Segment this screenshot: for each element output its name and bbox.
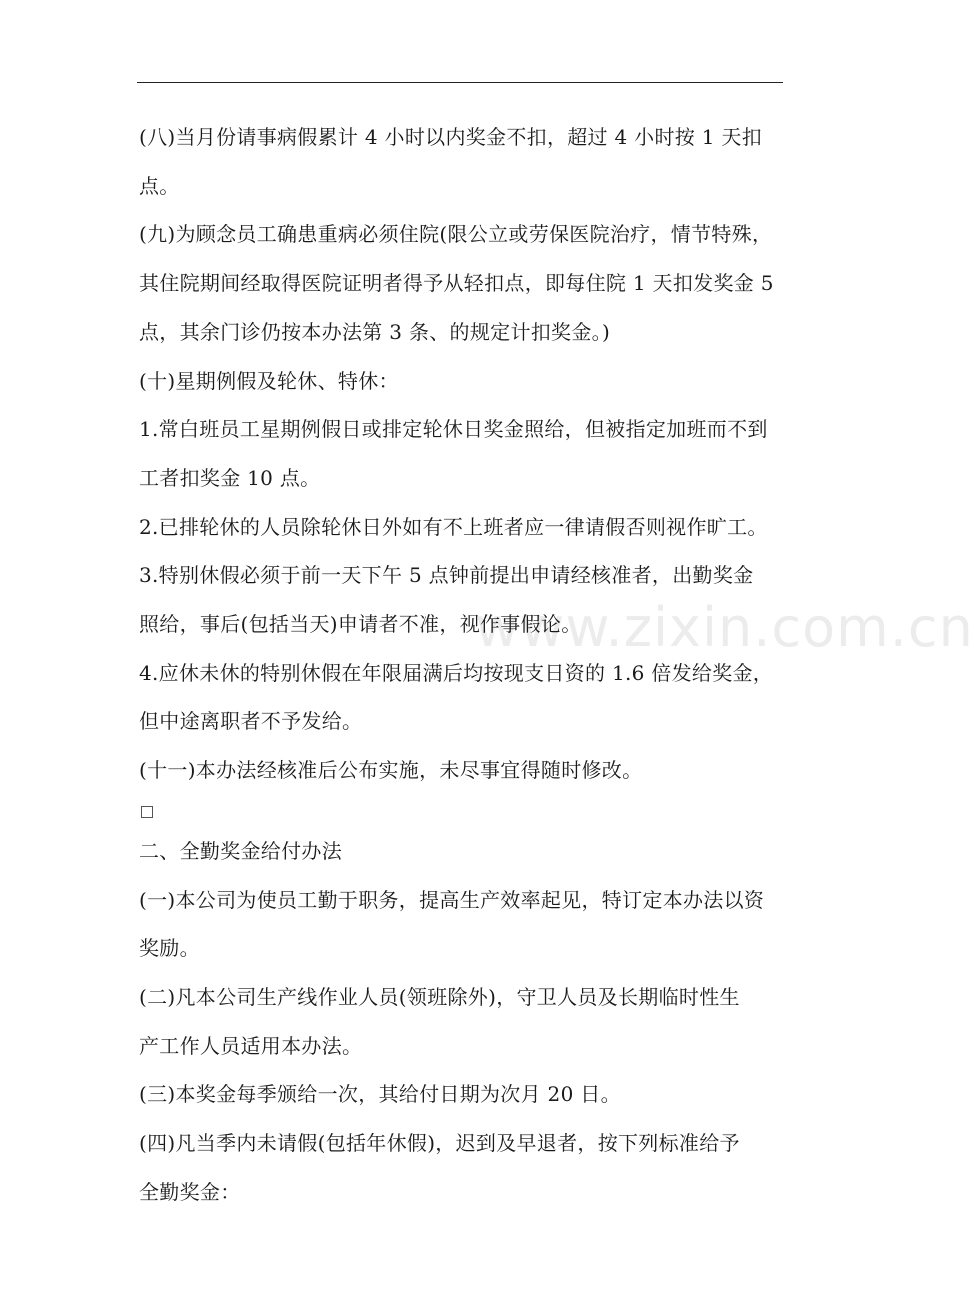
body-text — [139, 113, 799, 1216]
paragraph — [139, 551, 799, 648]
box-glyph-line — [139, 795, 799, 827]
paragraph — [139, 405, 799, 502]
header-rule — [137, 82, 783, 83]
missing-glyph-icon — [141, 806, 153, 818]
paragraph — [139, 1119, 799, 1216]
paragraph-line: 照给，事后(包括当天)申请者不准，视作事假论。 — [139, 612, 582, 637]
paragraph — [139, 973, 799, 1070]
paragraph-line: (四)凡当季内未请假(包括年休假)，迟到及早退者，按下列标准给予 — [139, 1131, 740, 1156]
paragraph-line: 二、全勤奖金给付办法 — [139, 838, 342, 863]
paragraph — [139, 210, 799, 356]
watermark: www.zixin.com.cn — [475, 596, 974, 659]
paragraph — [139, 113, 799, 210]
paragraph-line: (一)本公司为使员工勤于职务，提高生产效率起见，特订定本办法以资 — [139, 887, 765, 912]
paragraph-line: 其住院期间经取得医院证明者得予从轻扣点，即每住院 1 天扣发奖金 5 — [139, 271, 774, 296]
paragraph-line: 工者扣奖金 10 点。 — [139, 465, 321, 490]
paragraph-line: (八)当月份请事病假累计 4 小时以内奖金不扣，超过 4 小时按 1 天扣 — [139, 125, 763, 149]
paragraph-line: 4.应休未休的特别休假在年限届满后均按现支日资的 1.6 倍发给奖金， — [139, 660, 774, 685]
paragraph-line: (十一)本办法经核准后公布实施，未尽事宜得随时修改。 — [139, 758, 643, 783]
paragraph-line: 全勤奖金： — [139, 1179, 241, 1204]
paragraph-line: (十)星期例假及轮休、特休： — [139, 368, 399, 393]
paragraph-line: 3.特别休假必须于前一天下午 5 点钟前提出申请经核准者，出勤奖金 — [139, 563, 754, 588]
paragraph-line: (二)凡本公司生产线作业人员(领班除外)，守卫人员及长期临时性生 — [139, 984, 740, 1009]
paragraph — [139, 649, 799, 746]
paragraph — [139, 876, 799, 973]
paragraph-line: 点。 — [139, 173, 180, 198]
paragraph — [139, 746, 799, 795]
paragraph-line: 1.常白班员工星期例假日或排定轮休日奖金照给，但被指定加班而不到 — [139, 417, 768, 442]
paragraph — [139, 1070, 799, 1119]
paragraph-line: 点，其余门诊仍按本办法第 3 条、的规定计扣奖金。) — [139, 319, 611, 344]
paragraph-line: (三)本奖金每季颁给一次，其给付日期为次月 20 日。 — [139, 1082, 621, 1107]
paragraph — [139, 503, 799, 552]
paragraph-line: 但中途离职者不予发给。 — [139, 709, 363, 734]
paragraph-line: (九)为顾念员工确患重病必须住院(限公立或劳保医院治疗，情节特殊， — [139, 222, 773, 247]
paragraph — [139, 827, 799, 876]
paragraph-line: 奖励。 — [139, 936, 200, 961]
paragraph — [139, 357, 799, 406]
paragraph-line: 2.已排轮休的人员除轮休日外如有不上班者应一律请假否则视作旷工。 — [139, 514, 768, 539]
paragraph-line: 产工作人员适用本办法。 — [139, 1033, 363, 1058]
